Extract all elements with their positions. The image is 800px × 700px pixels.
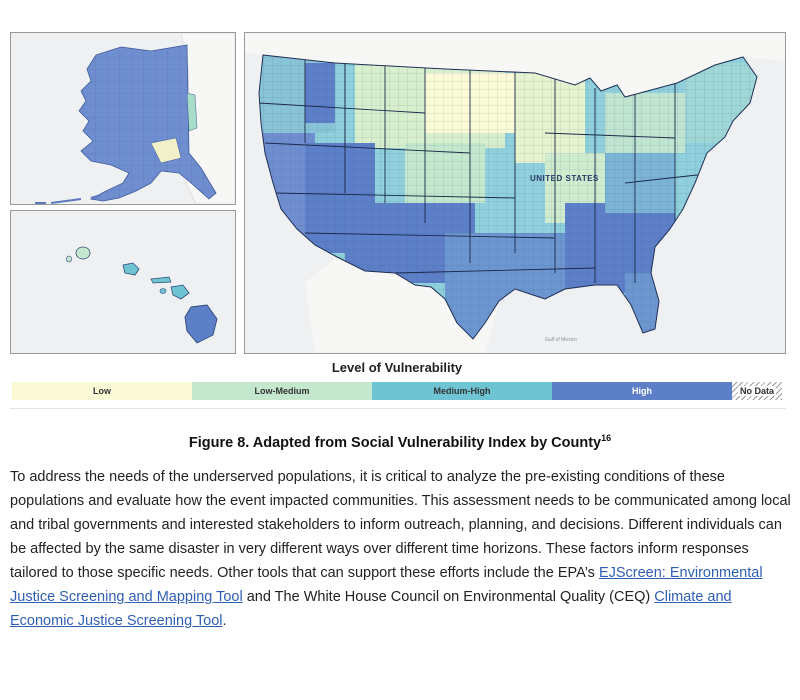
figure-caption [10, 433, 790, 451]
gulf-label: Gulf of Mexico [545, 337, 577, 343]
lanai-island [160, 289, 166, 294]
contiguous-us-map [244, 32, 786, 354]
paragraph-text-2: and The White House Council on Environmental Quality (CEQ) [242, 589, 655, 605]
country-label: UNITED STATES [530, 174, 599, 183]
legend-low: Low [12, 382, 192, 400]
ejscreen-link[interactable]: EJScreen: Environmental Justice Screening and Mapping Tool [10, 565, 763, 605]
legend-medium-high: Medium-High [372, 382, 552, 400]
legend-high: High [552, 382, 732, 400]
footnote-marker: 16 [601, 433, 612, 443]
kauai-island [76, 247, 90, 259]
legend-no-data-label: No Data [739, 386, 774, 396]
cejst-link[interactable]: Climate and Economic Justice Screening Tool [10, 589, 732, 629]
alaska-map [11, 33, 235, 204]
paragraph-text-3: . [222, 613, 227, 629]
legend-no-data [732, 382, 782, 400]
body-paragraph [10, 465, 792, 633]
hawaii-map [11, 211, 235, 353]
legend-low-medium: Low-Medium [192, 382, 372, 400]
legend-bar [12, 382, 782, 400]
divider [10, 408, 786, 409]
conus-choropleth [245, 33, 785, 353]
alaska-inset-map [10, 32, 236, 205]
legend-title: Level of Vulnerability [331, 360, 463, 375]
paragraph-text-1: To address the needs of the underserved populations, it is critical to analyze the pre-existing conditions of these populations and evaluate how the event impacted communities. This assessment needs to be communicated among local and tribal governments and interested stakeholders to inform outreach, planning, and decisions. Different individuals can be affected by the same disaster in very different ways over different time horizons. These factors inform responses tailored to those specific needs. Other tools that can support these efforts include the EPA’s [10, 469, 791, 581]
niihau-island [67, 256, 72, 262]
figure-caption-text: Figure 8. Adapted from Social Vulnerability Index by County [188, 434, 602, 451]
hawaii-inset-map [10, 210, 236, 354]
